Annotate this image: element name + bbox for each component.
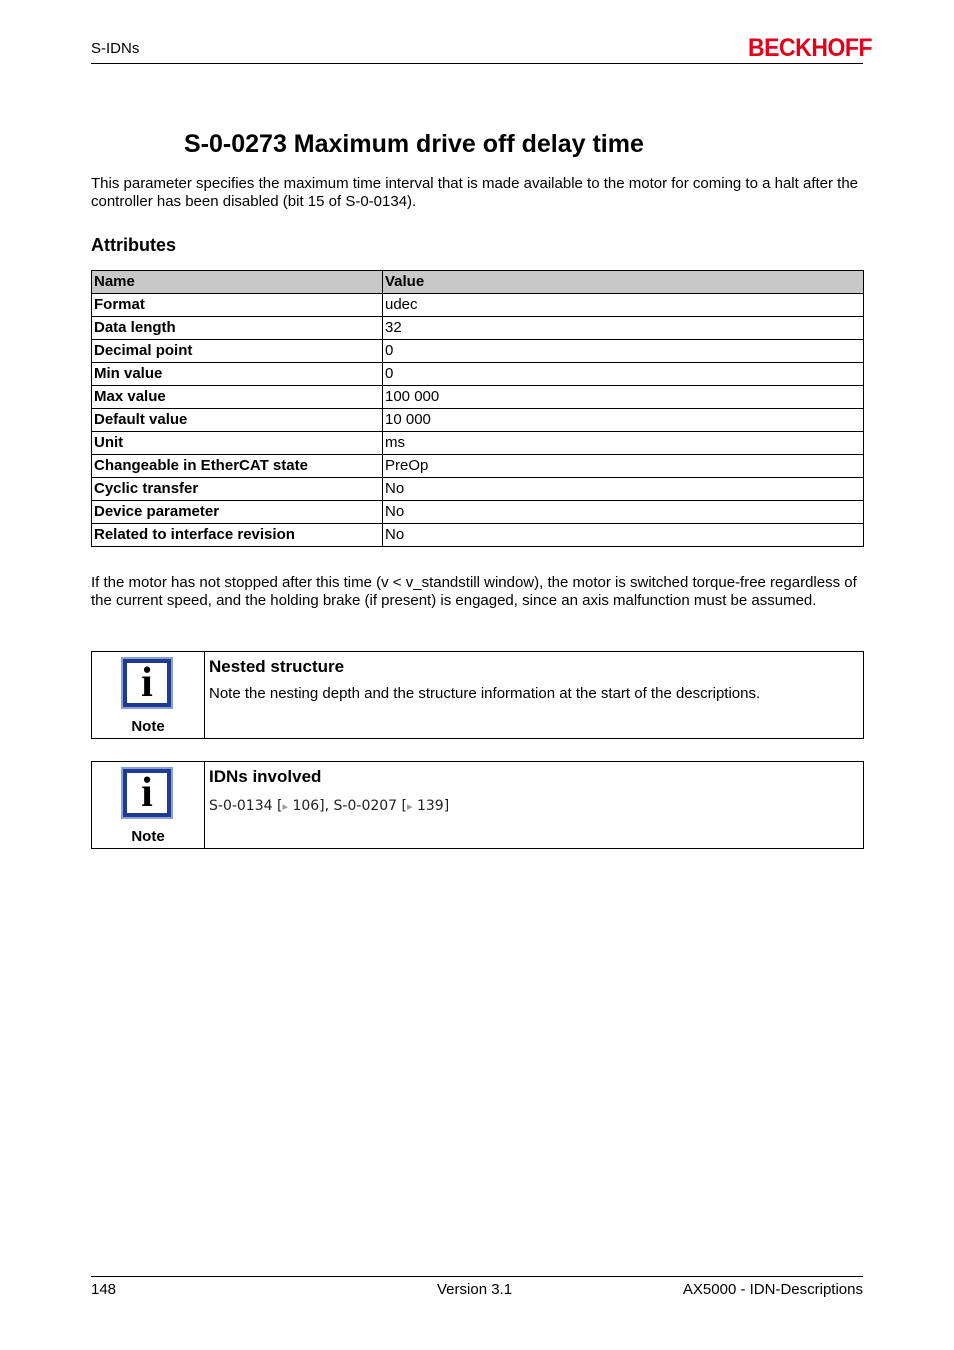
table-row xyxy=(92,340,864,363)
page-title: S-0-0273 Maximum drive off delay time xyxy=(184,130,644,158)
page-arrow-icon: ▸ xyxy=(407,800,413,813)
table-row xyxy=(92,478,864,501)
footer-document-title: AX5000 - IDN-Descriptions xyxy=(682,1281,863,1298)
intro-paragraph: This parameter specifies the maximum time interval that is made available to the motor for coming to a halt after the controller has been disabled (bit 15 of S-0-0134). xyxy=(91,175,859,210)
note-icon-cell xyxy=(92,762,205,848)
attr-value: No xyxy=(383,478,864,501)
attr-value: No xyxy=(383,524,864,547)
table-row xyxy=(92,294,864,317)
attr-value: 32 xyxy=(383,317,864,340)
idn-links: S-0-0134 [▸ 106], S-0-0207 [▸ 139] xyxy=(209,798,450,814)
idn-link-s-0-0134[interactable]: S-0-0134 xyxy=(209,798,273,814)
attr-name: Format xyxy=(92,294,383,317)
attr-name: Device parameter xyxy=(92,501,383,524)
footer-page-number: 148 xyxy=(91,1281,117,1298)
table-row xyxy=(92,501,864,524)
attr-value: 0 xyxy=(383,340,864,363)
note-label: Note xyxy=(131,718,165,735)
info-icon: i xyxy=(121,767,173,819)
attr-name: Related to interface revision xyxy=(92,524,383,547)
table-header-row xyxy=(92,271,864,294)
attr-name: Min value xyxy=(92,363,383,386)
attr-name: Data length xyxy=(92,317,383,340)
note-icon-cell xyxy=(92,652,205,738)
page-ref-link[interactable]: 139 xyxy=(416,798,444,814)
attributes-table xyxy=(91,270,864,547)
attr-name: Max value xyxy=(92,386,383,409)
attr-value: No xyxy=(383,501,864,524)
page-ref-link[interactable]: 106 xyxy=(292,798,320,814)
description-paragraph: If the motor has not stopped after this time (v < v_standstill window), the motor is switched torque-free regardless of the current speed, and the holding brake (if present) is engaged, since an axis malfunction must be assumed. xyxy=(91,574,857,609)
note-heading: IDNs involved xyxy=(209,767,322,786)
attr-name: Default value xyxy=(92,409,383,432)
idn-link-s-0-0207[interactable]: S-0-0207 xyxy=(333,798,398,814)
attr-name: Changeable in EtherCAT state xyxy=(92,455,383,478)
footer-version: Version 3.1 xyxy=(437,1281,513,1298)
attr-value: 100 000 xyxy=(383,386,864,409)
note-body xyxy=(205,762,863,848)
attributes-heading: Attributes xyxy=(91,235,176,255)
table-row xyxy=(92,524,864,547)
beckhoff-logo: BECKHOFF xyxy=(748,34,873,62)
table-row xyxy=(92,363,864,386)
attr-name: Unit xyxy=(92,432,383,455)
table-row xyxy=(92,409,864,432)
note-label: Note xyxy=(131,828,165,845)
table-row xyxy=(92,386,864,409)
column-header-value: Value xyxy=(383,271,864,294)
note-heading: Nested structure xyxy=(209,657,345,676)
page-arrow-icon: ▸ xyxy=(282,800,288,813)
attr-name: Cyclic transfer xyxy=(92,478,383,501)
attr-value: 10 000 xyxy=(383,409,864,432)
attr-value: udec xyxy=(383,294,864,317)
table-row xyxy=(92,317,864,340)
attr-value: PreOp xyxy=(383,455,864,478)
attr-value: ms xyxy=(383,432,864,455)
table-row xyxy=(92,432,864,455)
header-divider xyxy=(91,63,863,64)
attr-name: Decimal point xyxy=(92,340,383,363)
note-box-nested-structure xyxy=(91,651,864,739)
attr-value: 0 xyxy=(383,363,864,386)
header-section: S-IDNs xyxy=(91,40,140,57)
info-icon: i xyxy=(121,657,173,709)
table-row xyxy=(92,455,864,478)
footer-divider xyxy=(91,1276,863,1277)
note-box-idns-involved xyxy=(91,761,864,849)
note-body xyxy=(205,652,863,738)
note-text: Note the nesting depth and the structure information at the start of the descriptions. xyxy=(209,685,761,702)
column-header-name: Name xyxy=(92,271,383,294)
